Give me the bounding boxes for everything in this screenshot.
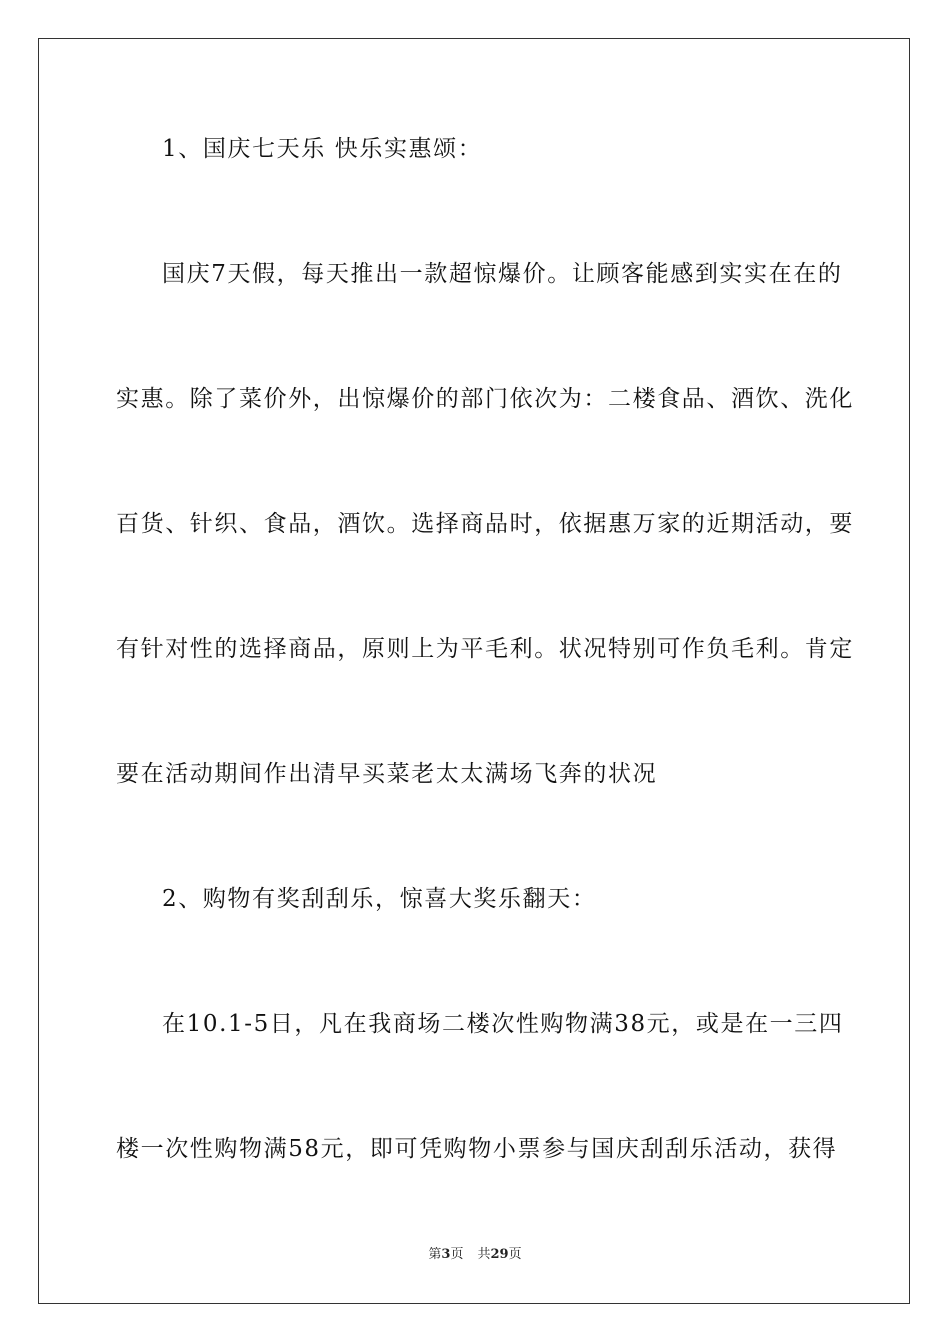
footer-total-pages: 29 [490, 1247, 509, 1262]
footer-total-suffix: 页 [508, 1247, 522, 1262]
section-heading-2: 2、购物有奖刮刮乐，惊喜大奖乐翻天： [162, 886, 597, 912]
paragraph-2-line-1: 在10.1-5日，凡在我商场二楼次性购物满38元，或是在一三四 [162, 1011, 844, 1037]
footer-page-prefix: 第 [428, 1247, 442, 1262]
page-border [38, 38, 910, 1304]
paragraph-1-line-2: 实惠。除了菜价外，出惊爆价的部门依次为：二楼食品、酒饮、洗化 [116, 386, 854, 412]
page-footer [0, 1246, 950, 1264]
footer-total-prefix: 共 [477, 1247, 491, 1262]
paragraph-1-line-4: 有针对性的选择商品，原则上为平毛利。状况特别可作负毛利。肯定 [116, 636, 854, 662]
paragraph-1-line-1: 国庆7天假，每天推出一款超惊爆价。让顾客能感到实实在在的 [162, 261, 843, 287]
paragraph-1-line-3: 百货、针织、食品，酒饮。选择商品时，依据惠万家的近期活动，要 [116, 511, 854, 537]
paragraph-1-line-5: 要在活动期间作出清早买菜老太太满场飞奔的状况 [116, 761, 658, 787]
footer-page-suffix: 页 [450, 1247, 464, 1262]
paragraph-2-line-2: 楼一次性购物满58元，即可凭购物小票参与国庆刮刮乐活动，获得 [116, 1136, 838, 1162]
section-heading-1: 1、国庆七天乐 快乐实惠颂： [162, 136, 483, 162]
footer-page-number: 3 [441, 1247, 451, 1262]
